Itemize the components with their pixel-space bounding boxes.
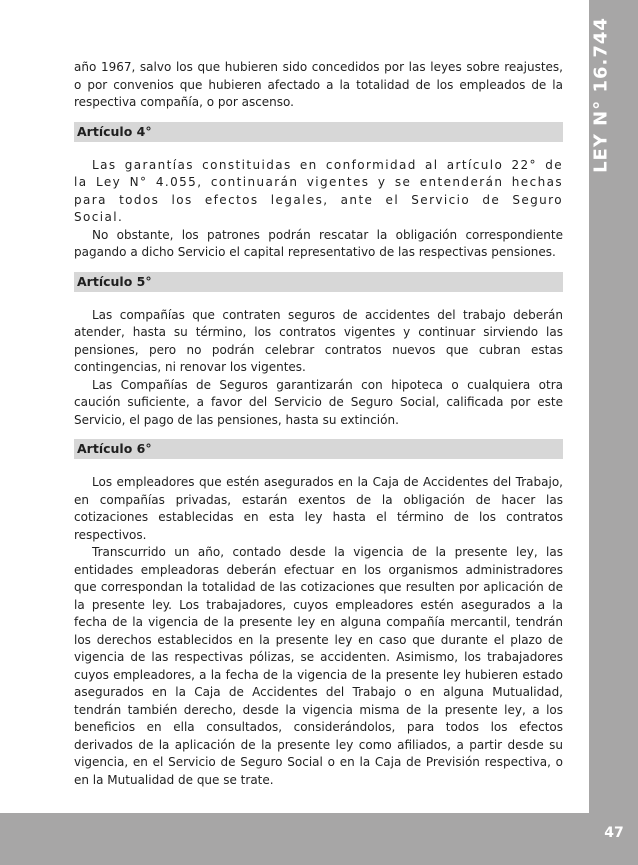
article-6-paragraph-2: Transcurrido un año, contado desde la vigencia de la presente ley, las entidades empleadoras deberán efectuar en los organismos administradores que correspondan la totalidad de las cotizaciones que resulten por aplicación de la presente ley. Los trabajadores, cuyos empleadores estén asegurados a la fecha de la vigencia de la presente ley en alguna compañía mercantil, tendrán los derechos establecidos en la presente ley en caso que durante el plazo de vigencia de las respectivas pólizas, se accidenten. Asimismo, los trabajadores cuyos empleadores, a la fecha de la vigencia de la presente ley hubieren estado asegurados en la Caja de Accidentes del Trabajo o en alguna Mutualidad, tendrán también derecho, desde la vigencia misma de la presente ley, a los beneficios en ella consultados, considerándolos, para todos los efectos derivados de la aplicación de la presente ley como afiliados, a partir desde su vigencia, en el Servicio de Seguro Social o en la Caja de Previsión respectiva, o en la Mutualidad de que se trate.	[74, 545, 563, 787]
article-5-heading: Artículo 5°	[74, 272, 563, 292]
page-number: 47	[604, 825, 624, 841]
article-5-paragraph-2: Las Compañías de Seguros garantizarán con hipoteca o cualquiera otra caución suficiente, a favor del Servicio de Seguro Social, calificada por este Servicio, el pago de las pensiones, hasta su extinción.	[74, 377, 563, 427]
article-6-heading: Artículo 6°	[74, 439, 563, 459]
article-6-paragraph-1: Los empleadores que estén asegurados en la Caja de Accidentes del Trabajo, en compañías privadas, estarán exentos de la obligación de hacer las cotizaciones establecidas en esta ley hasta el término de los contratos respectivos.	[74, 475, 563, 542]
article-4-paragraph-1: Las garantías constituidas en conformidad al artículo 22° de la Ley N° 4.055, continuarán vigentes y se entenderán hechas para todos los efectos legales, ante el Servicio de Seguro Social.	[74, 157, 563, 224]
article-4-heading: Artículo 4°	[74, 122, 563, 142]
article-5-paragraph-1: Las compañías que contraten seguros de accidentes del trabajo deberán atender, hasta su término, los contratos vigentes y continuar sirviendo las pensiones, pero no podrán celebrar contratos nuevos que cubran estas contingencias, ni renovar los vigentes.	[74, 307, 563, 374]
article-4-paragraph-2: No obstante, los patrones podrán rescatar la obligación correspondiente pagando a dicho Servicio el capital representativo de las respectivas pensiones.	[74, 227, 563, 259]
intro-paragraph: año 1967, salvo los que hubieren sido concedidos por las leyes sobre reajustes, o por convenios que hubieren afectado a la totalidad de los empleados de la respectiva compañía, o por ascenso.	[74, 60, 563, 109]
footer-band	[0, 813, 638, 865]
law-title-label: LEY N° 16.744	[590, 17, 612, 173]
page-body	[74, 59, 563, 789]
